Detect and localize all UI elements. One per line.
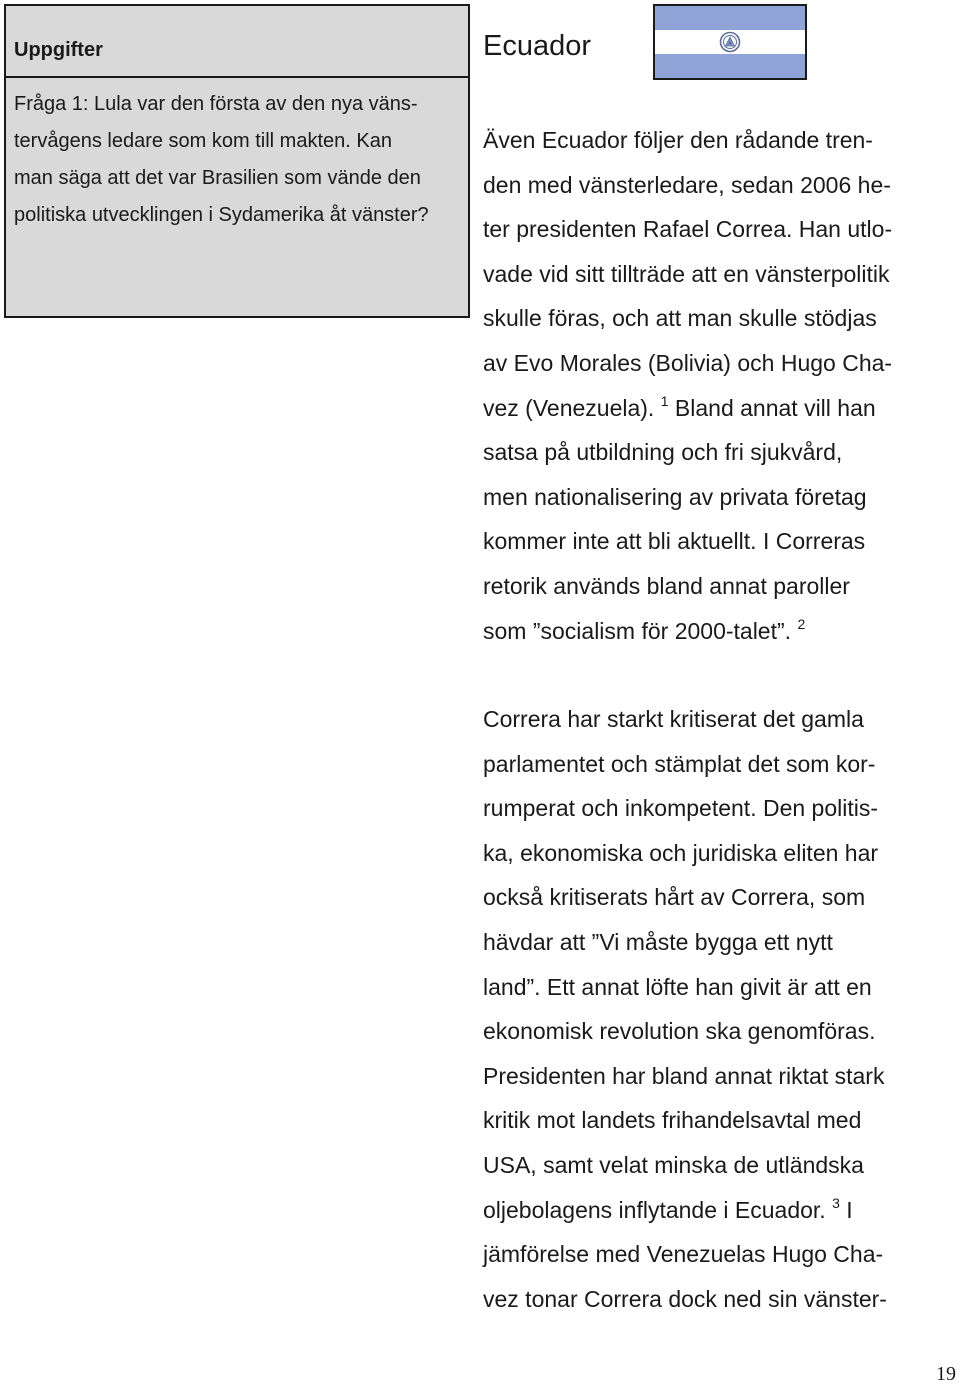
question-line: man säga att det var Brasilien som vände den	[14, 167, 421, 189]
text-line: rumperat och inkompetent. Den politis-	[483, 795, 879, 822]
text-line: Presidenten har bland annat riktat stark	[483, 1062, 885, 1089]
flag-stripe-bottom	[655, 54, 805, 78]
flag-stripe-top	[655, 6, 805, 30]
text-line: jämförelse med Venezuelas Hugo Cha-	[483, 1241, 884, 1268]
flag-emblem-icon	[719, 31, 741, 53]
text-line: ka, ekonomiska och juridiska eliten har	[483, 839, 879, 866]
question-1	[14, 86, 464, 234]
footnote-ref-1: 1	[660, 392, 669, 409]
tasks-divider	[6, 76, 468, 78]
question-line: politiska utvecklingen i Sydamerika åt vänster?	[14, 204, 429, 226]
text-line: parlamentet och stämplat det som kor-	[483, 750, 876, 777]
page-number: 19	[936, 1363, 956, 1385]
text-line: retorik används bland annat paroller	[483, 572, 850, 599]
text-line: ekonomisk revolution ska genomföras.	[483, 1018, 876, 1045]
article-paragraph-2	[483, 697, 953, 1321]
text-line: oljebolagens inflytande i Ecuador.	[483, 1196, 833, 1223]
footnote-ref-3: 3	[832, 1194, 840, 1211]
text-line: också kritiserats hårt av Correra, som	[483, 884, 866, 911]
text-line: Correra har starkt kritiserat det gamla	[483, 706, 864, 732]
question-line: Fråga 1: Lula var den första av den nya väns-	[14, 93, 418, 115]
text-line: kommer inte att bli aktuellt. I Correras	[483, 528, 866, 555]
flag-icon	[653, 4, 807, 80]
text-line: men nationalisering av privata företag	[483, 483, 867, 510]
text-line: I	[839, 1196, 853, 1223]
text-line: USA, samt velat minska de utländska	[483, 1151, 864, 1178]
text-line: land”. Ett annat löfte han givit är att en	[483, 973, 872, 1000]
tasks-box	[4, 4, 470, 318]
text-line: vade vid sitt tillträde att en vänsterpolitik	[483, 260, 890, 287]
text-line: den med vänsterledare, sedan 2006 he-	[483, 171, 891, 198]
text-line: av Evo Morales (Bolivia) och Hugo Cha-	[483, 349, 893, 376]
text-line: Bland annat vill han	[668, 394, 876, 421]
text-line: kritik mot landets frihandelsavtal med	[483, 1107, 862, 1134]
text-line: ter presidenten Rafael Correa. Han utlo-	[483, 216, 893, 243]
question-line: tervågens ledare som kom till makten. Kan	[14, 130, 392, 152]
article-paragraph-1	[483, 118, 953, 653]
tasks-heading: Uppgifter	[14, 39, 103, 61]
text-line: satsa på utbildning och fri sjukvård,	[483, 439, 843, 466]
text-line: skulle föras, och att man skulle stödjas	[483, 305, 877, 332]
text-line: vez (Venezuela).	[483, 394, 661, 421]
country-title: Ecuador	[483, 30, 592, 62]
text-line: Även Ecuador följer den rådande tren-	[483, 127, 873, 153]
footnote-ref-2: 2	[797, 615, 806, 632]
text-line: vez tonar Correra dock ned sin vänster-	[483, 1285, 887, 1312]
text-line: som ”socialism för 2000-talet”.	[483, 617, 798, 644]
text-line: hävdar att ”Vi måste bygga ett nytt	[483, 928, 833, 955]
